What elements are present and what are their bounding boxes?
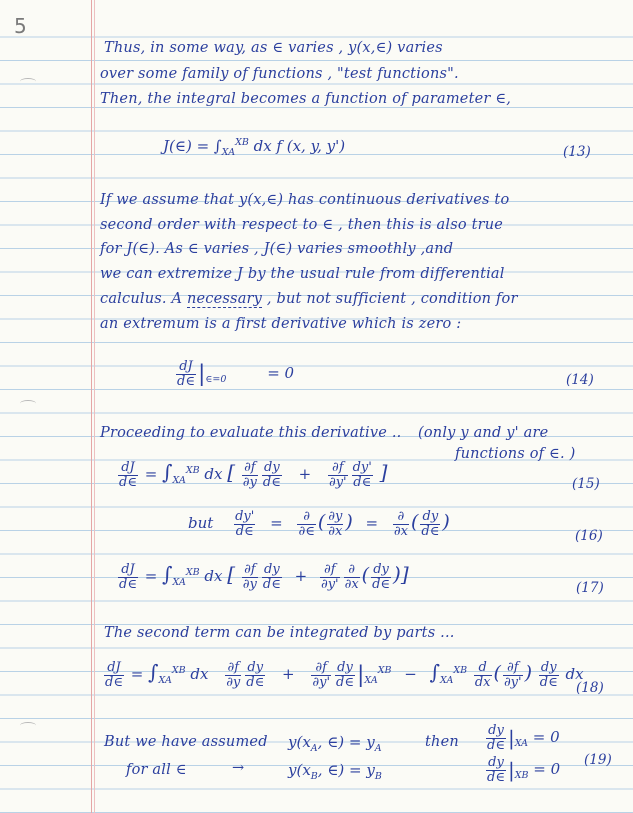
fraction	[262, 461, 282, 489]
eq-term: , ∈) = y	[317, 733, 375, 751]
upper-limit: X	[453, 665, 461, 676]
lower-limit: X	[221, 147, 229, 158]
denominator: ∂y'	[328, 474, 347, 490]
arrow-icon: →	[232, 760, 245, 776]
denominator: d∈	[353, 474, 372, 490]
fraction	[242, 461, 258, 489]
denominator: ∂x	[393, 523, 408, 539]
denominator: ∂y'	[320, 576, 339, 592]
denominator: d∈	[246, 674, 265, 690]
margin-line	[91, 0, 92, 813]
page-number: 5	[14, 14, 27, 38]
text-line: Thus, in some way, as ∈ varies , y(x,∈) varies	[104, 40, 443, 56]
eval-bar: |	[356, 662, 365, 688]
upper-limit-sub: B	[192, 567, 200, 578]
fraction	[486, 756, 506, 784]
numerator: ∂y	[328, 509, 343, 524]
denominator: d∈	[119, 474, 137, 490]
numerator: ∂f	[328, 461, 348, 476]
note-line: (only y and y' are	[418, 425, 549, 441]
denominator: ∂x	[344, 576, 359, 592]
denominator: ∂y	[226, 674, 241, 690]
lower-limit-sub: A	[370, 675, 378, 686]
denominator: d∈	[336, 674, 354, 690]
derivative-condition-a	[484, 724, 560, 752]
paren: )	[524, 662, 532, 684]
numerator: dy'	[352, 459, 372, 475]
eq-term: J(∈) = ∫	[163, 137, 222, 155]
paren: (	[317, 511, 326, 534]
fraction	[486, 724, 506, 752]
paren: (	[410, 511, 419, 534]
equals: =	[270, 514, 283, 533]
denominator: ∂∈	[298, 523, 315, 539]
fraction	[344, 563, 360, 591]
subscript: A	[374, 743, 382, 754]
eval-bar: |	[197, 361, 206, 387]
equals: =	[365, 514, 379, 533]
equation-18	[102, 660, 584, 689]
lower-limit: X	[440, 675, 447, 686]
upper-limit-sub: B	[384, 665, 392, 676]
equals: =	[130, 665, 144, 683]
text-line: If we assume that y(x,∈) has continuous derivatives to	[100, 192, 510, 208]
denominator: ∂y	[242, 576, 257, 592]
subscript: X	[514, 738, 522, 750]
numerator: dJ	[104, 661, 124, 676]
denominator: d∈	[372, 576, 391, 592]
lower-limit: X	[158, 675, 165, 686]
eq-rhs: = 0	[267, 364, 295, 383]
denominator: d∈	[421, 523, 440, 539]
numerator: dJ	[176, 360, 196, 375]
eq-rhs: = 0	[533, 760, 561, 779]
text-line: an extremum is a first derivative which is zero :	[100, 316, 462, 332]
denominator: d∈	[177, 373, 195, 389]
integral-sign: ∫	[162, 562, 173, 586]
text-line: But we have assumed	[104, 734, 268, 750]
differential: dx	[204, 465, 223, 483]
note-line: functions of ∈. )	[455, 446, 576, 462]
equation-number: (13)	[563, 144, 591, 160]
integral-sign: ∫	[148, 660, 159, 684]
equation-number: (14)	[566, 372, 594, 388]
numerator: dy	[262, 563, 282, 578]
upper-limit: X	[185, 567, 193, 578]
lower-limit: X	[172, 577, 179, 588]
fraction	[393, 510, 409, 538]
fraction	[118, 461, 138, 489]
numerator: ∂	[297, 510, 315, 525]
lower-limit-sub: A	[228, 147, 236, 158]
fraction	[539, 661, 559, 689]
lower-limit: X	[364, 675, 371, 686]
text-line: for all ∈	[126, 762, 187, 778]
subscript: B	[310, 771, 318, 782]
denominator: ∂y	[242, 474, 257, 490]
differential: dx	[565, 665, 584, 683]
subscript: A	[521, 738, 529, 750]
denominator: d∈	[262, 576, 281, 592]
fraction	[176, 360, 196, 388]
hole-mark	[20, 78, 36, 85]
numerator: dy	[420, 510, 440, 525]
plus: +	[282, 665, 295, 683]
upper-limit: X	[377, 665, 385, 676]
text-line: for J(∈). As ∈ varies , J(∈) varies smoothly ,and	[100, 241, 454, 257]
numerator: ∂f	[320, 563, 340, 578]
equation-number: (18)	[576, 680, 604, 696]
bracket: )]	[393, 562, 409, 586]
fraction	[118, 563, 138, 591]
equals: =	[144, 465, 158, 483]
subscript: X	[514, 770, 522, 782]
lower-limit-sub: A	[178, 475, 186, 486]
plus: +	[294, 567, 308, 585]
numerator: dy'	[235, 509, 255, 524]
upper-limit-sub: B	[241, 137, 249, 148]
subscript: B	[374, 771, 382, 782]
eq-term: y(x	[288, 733, 311, 751]
word-but: but	[188, 514, 214, 533]
fraction	[104, 661, 124, 689]
equation-17	[116, 562, 409, 591]
text-line: The second term can be integrated by parts ...	[104, 625, 455, 641]
text-line: Then, the integral becomes a function of parameter ∈,	[100, 91, 512, 107]
word-then: then	[425, 734, 459, 750]
fraction	[245, 661, 265, 689]
paren: (	[493, 662, 501, 684]
numerator: dy	[486, 724, 506, 739]
fraction	[234, 510, 255, 538]
lower-limit-sub: A	[164, 675, 172, 686]
fraction	[327, 510, 343, 538]
numerator: ∂f	[242, 461, 258, 476]
differential: dx	[204, 567, 223, 585]
integral-sign: ∫	[162, 460, 173, 484]
bracket: [	[227, 460, 236, 484]
eq-term: , ∈) = y	[317, 761, 375, 779]
differential: dx	[190, 665, 209, 683]
fraction	[335, 661, 355, 689]
equation-number: (15)	[572, 476, 600, 492]
fraction	[242, 563, 258, 591]
equation-number: (19)	[584, 752, 612, 768]
numerator: d	[474, 661, 492, 676]
bracket: ]	[379, 460, 388, 484]
equals: =	[144, 567, 158, 585]
fraction	[297, 510, 315, 538]
text-line: second order with respect to ∈ , then this is also true	[100, 217, 504, 233]
text-line: we can extremize J by the usual rule from differential	[100, 266, 505, 282]
equation-14	[174, 360, 294, 388]
numerator: ∂f	[311, 661, 331, 676]
eq-term: dx f (x, y, y')	[253, 137, 346, 155]
lower-limit-sub: A	[446, 675, 454, 686]
fraction	[311, 661, 331, 689]
text-line	[100, 291, 518, 307]
denominator: d∈	[105, 674, 123, 690]
equation-15	[116, 460, 387, 489]
text-span: , but not sufficient , condition for	[266, 291, 518, 307]
upper-limit-sub: B	[460, 665, 468, 676]
fraction	[371, 563, 391, 591]
denominator: d∈	[487, 769, 505, 785]
denominator: d∈	[119, 576, 137, 592]
eval-subscript: ∈=0	[205, 374, 227, 386]
equation-number: (17)	[576, 580, 604, 596]
hole-mark	[20, 722, 36, 729]
denominator: ∂x	[328, 523, 343, 539]
eq-rhs: = 0	[532, 728, 560, 747]
eq-term: y(x	[288, 761, 311, 779]
numerator: dJ	[118, 563, 138, 578]
denominator: dx	[474, 674, 491, 690]
upper-limit-sub: B	[192, 465, 200, 476]
numerator: dy	[371, 563, 391, 578]
paren: )	[345, 511, 353, 534]
numerator: ∂	[344, 563, 360, 578]
denominator: d∈	[262, 474, 281, 490]
lower-limit: X	[172, 475, 179, 486]
numerator: dy	[245, 661, 265, 676]
denominator: ∂y'	[312, 674, 331, 690]
equation-13	[163, 137, 345, 158]
minus: −	[404, 665, 417, 683]
boundary-condition-b	[288, 761, 382, 782]
text-line: over some family of functions , "test functions".	[100, 66, 459, 82]
denominator: ∂y'	[503, 674, 522, 690]
fraction	[503, 661, 523, 689]
fraction	[420, 510, 440, 538]
fraction	[320, 563, 340, 591]
underlined-word: necessary	[186, 291, 263, 307]
derivative-condition-b	[484, 756, 560, 784]
fraction	[352, 461, 373, 489]
equation-16	[188, 510, 450, 538]
subscript: A	[310, 743, 318, 754]
plus: +	[298, 465, 312, 483]
margin-line-inner	[94, 0, 95, 813]
numerator: dy	[335, 661, 355, 676]
denominator: d∈	[487, 737, 505, 753]
fraction	[474, 661, 492, 689]
text-span: calculus. A	[100, 291, 183, 307]
numerator: ∂f	[242, 563, 258, 578]
boundary-condition-a	[288, 733, 382, 754]
subscript: B	[521, 770, 529, 782]
fraction	[225, 661, 241, 689]
lower-limit-sub: A	[178, 577, 186, 588]
numerator: ∂f	[503, 661, 523, 676]
hole-mark	[20, 400, 36, 407]
eval-bar: |	[507, 758, 515, 783]
upper-limit-sub: B	[178, 665, 186, 676]
upper-limit: X	[235, 137, 242, 148]
numerator: ∂f	[225, 661, 241, 676]
integral-sign: ∫	[429, 660, 441, 684]
numerator: dy	[262, 461, 282, 476]
eval-bar: |	[507, 726, 515, 751]
numerator: dy	[539, 661, 559, 676]
equation-number: (16)	[575, 528, 603, 544]
numerator: dJ	[118, 461, 138, 476]
fraction	[328, 461, 348, 489]
fraction	[262, 563, 282, 591]
upper-limit: X	[185, 465, 193, 476]
denominator: d∈	[539, 674, 558, 690]
upper-limit: X	[171, 665, 179, 676]
text-line: Proceeding to evaluate this derivative ..	[100, 425, 402, 441]
paren: )	[442, 511, 450, 534]
denominator: d∈	[235, 523, 254, 539]
numerator: dy	[486, 756, 506, 771]
bracket: [	[227, 562, 236, 586]
paren: (	[361, 564, 370, 586]
numerator: ∂	[393, 510, 409, 525]
